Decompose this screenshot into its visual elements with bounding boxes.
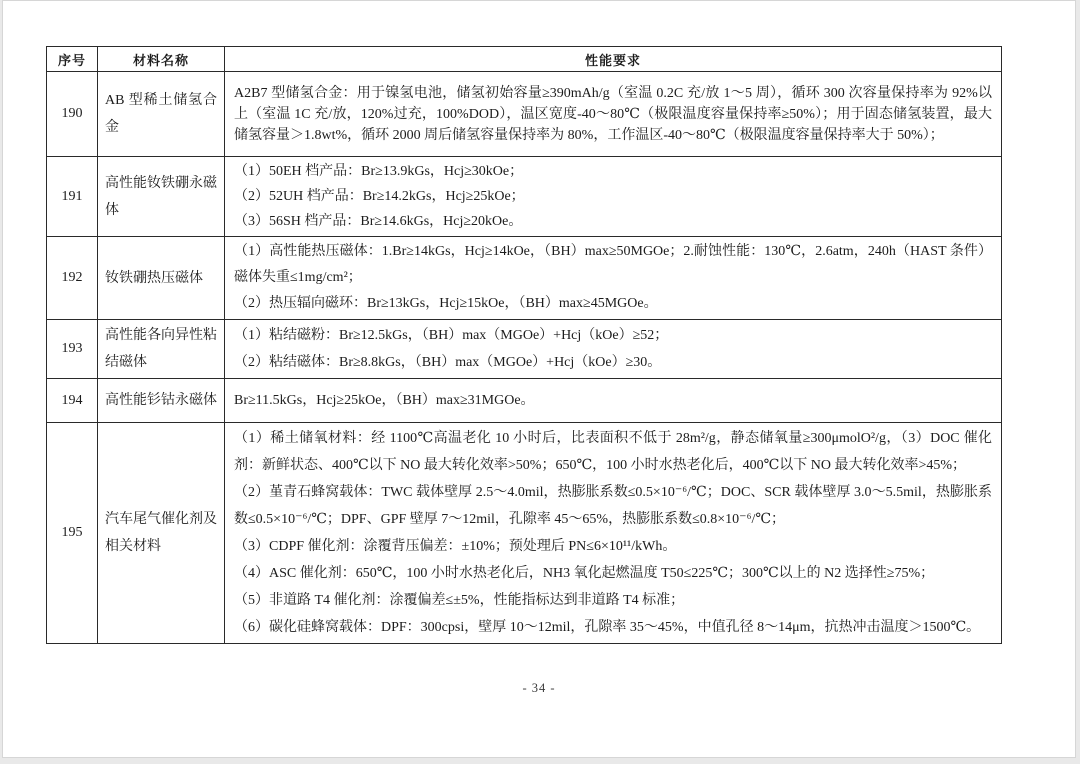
table-row — [47, 72, 1002, 157]
requirement-paragraph: Br≥11.5kGs，Hcj≥25kOe，（BH）max≥31MGOe。 — [234, 392, 535, 408]
row-requirements — [225, 320, 1002, 379]
table-row — [47, 320, 1002, 379]
requirement-paragraph: （2）52UH 档产品：Br≥14.2kGs，Hcj≥25kOe； — [234, 189, 525, 204]
row-material-name: 汽车尾气催化剂及相关材料 — [98, 423, 225, 644]
requirement-paragraph: （2）粘结磁体：Br≥8.8kGs，（BH）max（MGOe）+Hcj（kOe）≥30。 — [234, 355, 662, 370]
requirement-paragraph: （3）CDPF 催化剂：涂覆背压偏差：±10%；预处理后 PN≤6×10¹¹/kWh。 — [234, 539, 677, 554]
row-serial-number: 193 — [47, 320, 98, 379]
requirement-paragraph: （3）56SH 档产品：Br≥14.6kGs，Hcj≥20kOe。 — [234, 214, 523, 229]
row-material-name: 钕铁硼热压磁体 — [98, 237, 225, 320]
requirement-paragraph: （2）热压辐向磁环：Br≥13kGs，Hcj≥15kOe，（BH）max≥45MGOe。 — [234, 296, 658, 311]
page-number: - 34 - — [522, 681, 556, 695]
requirement-paragraph: （6）碳化硅蜂窝载体：DPF：300cpsi，壁厚 10～12mil，孔隙率 35～45%，中值孔径 8～14μm，抗热冲击温度＞1500℃。 — [234, 620, 981, 635]
row-serial-number: 192 — [47, 237, 98, 320]
requirement-paragraph: A2B7 型储氢合金：用于镍氢电池，储氢初始容量≥390mAh/g（室温 0.2C 充/放 1～5 周），循环 300 次容量保持率为 92%以上（室温 1C 充/放，120%过充，100%DOD），温区宽度-40～80℃（极限温度容量保持率≥50%）；用于固态储氢装置，最大储氢容量＞1.8wt%，循环 2000 周后储氢容量保持率为 80%，工作温区-40～80℃（极限温度容量保持率大于 50%）； — [234, 85, 992, 143]
row-material-name: 高性能钕铁硼永磁体 — [98, 157, 225, 237]
row-requirements — [225, 379, 1002, 423]
row-requirements — [225, 423, 1002, 644]
requirement-paragraph: （2）堇青石蜂窝载体：TWC 载体壁厚 2.5～4.0mil，热膨胀系数≤0.5×10⁻⁶/℃；DOC、SCR 载体壁厚 3.0～5.5mil，热膨胀系数≤0.5×10⁻⁶/℃；DPF、GPF 壁厚 7～12mil，孔隙率 45～65%，热膨胀系数≤0.8×10⁻⁶/℃； — [234, 485, 992, 527]
requirement-paragraph: （1）稀土储氧材料：经 1100℃高温老化 10 小时后，比表面积不低于 28m²/g，静态储氧量≥300μmolO²/g，（3）DOC 催化剂：新鲜状态、400℃以下 NO 最大转化效率>50%；650℃，100 小时水热老化后，400℃以下 NO 最大转化效率>45%； — [234, 431, 992, 473]
requirement-paragraph: （1）50EH 档产品：Br≥13.9kGs，Hcj≥30kOe； — [234, 164, 524, 179]
row-requirements — [225, 72, 1002, 157]
row-material-name: AB 型稀土储氢合金 — [98, 72, 225, 157]
requirement-paragraph: （4）ASC 催化剂：650℃，100 小时水热老化后，NH3 氧化起燃温度 T50≤225℃；300℃以上的 N2 选择性≥75%； — [234, 566, 935, 581]
table-row — [47, 379, 1002, 423]
table-row — [47, 237, 1002, 320]
row-material-name: 高性能各向异性粘结磁体 — [98, 320, 225, 379]
requirement-paragraph: （5）非道路 T4 催化剂：涂覆偏差≤±5%，性能指标达到非道路 T4 标准； — [234, 593, 685, 608]
row-requirements — [225, 157, 1002, 237]
header-serial-number: 序号 — [47, 47, 98, 72]
table-row — [47, 157, 1002, 237]
row-serial-number: 194 — [47, 379, 98, 423]
requirement-paragraph: （1）粘结磁粉：Br≥12.5kGs，（BH）max（MGOe）+Hcj（kOe）≥52； — [234, 328, 669, 343]
table-row — [47, 423, 1002, 644]
header-performance-requirements: 性能要求 — [225, 47, 1002, 72]
materials-requirements-table — [46, 46, 1002, 644]
requirement-paragraph: （1）高性能热压磁体：1.Br≥14kGs，Hcj≥14kOe，（BH）max≥50MGOe；2.耐蚀性能：130℃，2.6atm，240h（HAST 条件）磁体失重≤1mg/cm²； — [234, 244, 992, 285]
row-serial-number: 190 — [47, 72, 98, 157]
row-material-name: 高性能钐钴永磁体 — [98, 379, 225, 423]
row-requirements — [225, 237, 1002, 320]
table-header-row — [47, 47, 1002, 72]
header-material-name: 材料名称 — [98, 47, 225, 72]
row-serial-number: 195 — [47, 423, 98, 644]
document-page — [2, 0, 1076, 758]
row-serial-number: 191 — [47, 157, 98, 237]
